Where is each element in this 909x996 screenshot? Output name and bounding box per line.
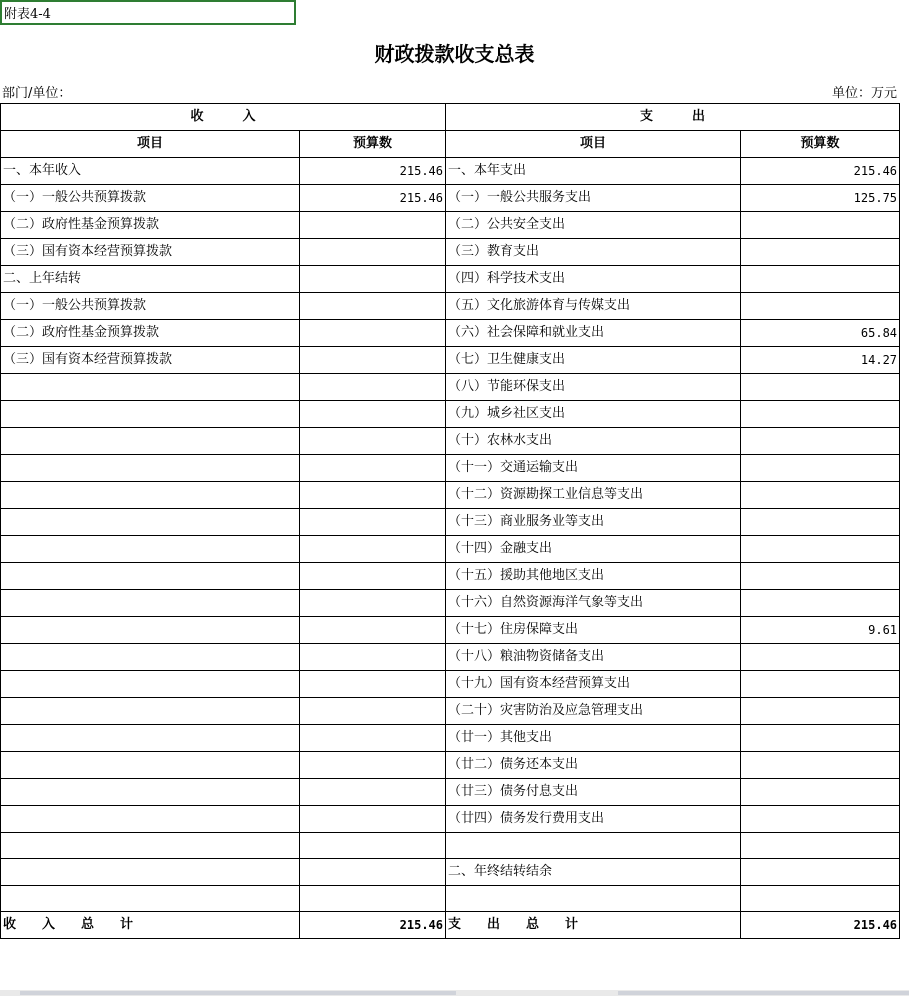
income-amount-cell[interactable]	[300, 779, 446, 806]
expense-item-cell[interactable]: （二十）灾害防治及应急管理支出	[446, 698, 741, 725]
expense-amount-cell[interactable]	[741, 239, 900, 266]
expense-amount-cell[interactable]	[741, 698, 900, 725]
income-amount-cell[interactable]	[300, 212, 446, 239]
expense-item-cell[interactable]	[446, 833, 741, 859]
expense-amount-cell[interactable]	[741, 482, 900, 509]
table-row	[1, 428, 900, 455]
table-row	[1, 455, 900, 482]
income-item-cell[interactable]	[1, 886, 300, 912]
table-row	[1, 374, 900, 401]
expense-item-cell[interactable]: 一、本年支出	[446, 158, 741, 185]
income-amount-cell[interactable]	[300, 698, 446, 725]
table-row	[1, 401, 900, 428]
expense-item-cell[interactable]: （三）教育支出	[446, 239, 741, 266]
expense-amount-cell[interactable]	[741, 725, 900, 752]
income-amount-cell[interactable]	[300, 239, 446, 266]
income-item-cell[interactable]: （二）政府性基金预算拨款	[1, 212, 300, 239]
expense-item-cell[interactable]: （十二）资源勘探工业信息等支出	[446, 482, 741, 509]
expense-amount-cell[interactable]	[741, 509, 900, 536]
expense-item-cell[interactable]: 二、年终结转结余	[446, 859, 741, 886]
table-row	[1, 212, 900, 239]
table-row	[1, 563, 900, 590]
income-item-cell[interactable]	[1, 455, 300, 482]
department-label: 部门/单位：	[2, 86, 72, 101]
expense-amount-cell[interactable]: 14.27	[741, 347, 900, 374]
expense-amount-cell[interactable]	[741, 563, 900, 590]
table-row	[1, 590, 900, 617]
income-amount-cell[interactable]	[300, 536, 446, 563]
table-row	[1, 239, 900, 266]
expense-amount-cell[interactable]: 215.46	[741, 158, 900, 185]
income-amount-cell[interactable]	[300, 455, 446, 482]
table-row	[1, 293, 900, 320]
income-item-cell[interactable]	[1, 671, 300, 698]
unit-label: 单位：万元	[831, 86, 897, 101]
table-row	[1, 482, 900, 509]
expense-amount-cell[interactable]: 125.75	[741, 185, 900, 212]
income-item-cell[interactable]	[1, 752, 300, 779]
income-amount-cell[interactable]	[300, 671, 446, 698]
expense-item-cell[interactable]: （廿四）债务发行费用支出	[446, 806, 741, 833]
income-amount-cell[interactable]	[300, 859, 446, 886]
income-item-cell[interactable]	[1, 779, 300, 806]
expense-amount-cell[interactable]	[741, 752, 900, 779]
expense-item-cell[interactable]: （十）农林水支出	[446, 428, 741, 455]
expense-item-cell[interactable]: （廿三）债务付息支出	[446, 779, 741, 806]
expense-item-cell[interactable]: （四）科学技术支出	[446, 266, 741, 293]
income-amount-cell[interactable]	[300, 806, 446, 833]
expense-item-cell[interactable]: （十八）粮油物资储备支出	[446, 644, 741, 671]
income-item-cell[interactable]	[1, 617, 300, 644]
income-item-cell[interactable]	[1, 374, 300, 401]
expense-item-cell[interactable]: （八）节能环保支出	[446, 374, 741, 401]
expense-item-cell[interactable]: （十六）自然资源海洋气象等支出	[446, 590, 741, 617]
column-header-row	[1, 131, 900, 158]
income-amount-cell[interactable]	[300, 374, 446, 401]
table-row	[1, 509, 900, 536]
selected-cell[interactable]: 附表4-4	[0, 0, 296, 25]
table-row	[1, 347, 900, 374]
income-item-cell[interactable]: （一）一般公共预算拨款	[1, 185, 300, 212]
income-amount-cell[interactable]	[300, 617, 446, 644]
income-item-cell[interactable]	[1, 833, 300, 859]
scrollbar-thumb[interactable]	[20, 991, 456, 995]
expense-amount-cell[interactable]	[741, 590, 900, 617]
expense-amount-cell[interactable]	[741, 293, 900, 320]
expense-amount-cell[interactable]	[741, 671, 900, 698]
income-header[interactable]: 收 入	[1, 104, 446, 131]
expense-amount-cell[interactable]	[741, 779, 900, 806]
scrollbar-thumb[interactable]	[618, 991, 909, 995]
income-amount-cell[interactable]	[300, 886, 446, 912]
expense-header[interactable]: 支 出	[446, 104, 900, 131]
expense-amount-cell[interactable]	[741, 536, 900, 563]
income-item-header[interactable]: 项目	[1, 131, 300, 158]
income-item-cell[interactable]	[1, 428, 300, 455]
income-amount-cell[interactable]	[300, 347, 446, 374]
table-row	[1, 752, 900, 779]
page-title: 财政拨款收支总表	[374, 42, 535, 66]
expense-amount-cell[interactable]	[741, 266, 900, 293]
income-item-cell[interactable]	[1, 859, 300, 886]
expense-item-cell[interactable]: （十三）商业服务业等支出	[446, 509, 741, 536]
expense-amount-cell[interactable]	[741, 374, 900, 401]
budget-table	[0, 103, 900, 939]
income-amount-cell[interactable]	[300, 428, 446, 455]
table-row	[1, 185, 900, 212]
expense-amount-cell[interactable]	[741, 401, 900, 428]
income-item-cell[interactable]	[1, 806, 300, 833]
income-item-cell[interactable]	[1, 509, 300, 536]
table-row	[1, 536, 900, 563]
table-row	[1, 725, 900, 752]
income-item-cell[interactable]	[1, 536, 300, 563]
income-amount-cell[interactable]: 215.46	[300, 158, 446, 185]
expense-item-cell[interactable]: （廿一）其他支出	[446, 725, 741, 752]
income-item-cell[interactable]	[1, 644, 300, 671]
table-row	[1, 644, 900, 671]
table-row	[1, 886, 900, 912]
expense-amount-cell[interactable]	[741, 644, 900, 671]
income-item-cell[interactable]	[1, 563, 300, 590]
expense-item-cell[interactable]: （五）文化旅游体育与传媒支出	[446, 293, 741, 320]
income-amount-cell[interactable]	[300, 563, 446, 590]
table-row	[1, 779, 900, 806]
income-item-cell[interactable]: （三）国有资本经营预算拨款	[1, 239, 300, 266]
expense-item-cell[interactable]: （七）卫生健康支出	[446, 347, 741, 374]
expense-amount-cell[interactable]	[741, 859, 900, 886]
section-header-row	[1, 104, 900, 131]
income-amount-cell[interactable]	[300, 509, 446, 536]
income-amount-cell[interactable]	[300, 725, 446, 752]
horizontal-scrollbar[interactable]	[0, 990, 909, 996]
income-amount-cell[interactable]	[300, 590, 446, 617]
expense-item-cell[interactable]: （十一）交通运输支出	[446, 455, 741, 482]
table-row	[1, 671, 900, 698]
income-amount-cell[interactable]: 215.46	[300, 185, 446, 212]
income-amount-cell[interactable]	[300, 320, 446, 347]
table-row	[1, 859, 900, 886]
income-item-cell[interactable]	[1, 401, 300, 428]
expense-item-cell[interactable]: （六）社会保障和就业支出	[446, 320, 741, 347]
income-item-cell[interactable]	[1, 725, 300, 752]
expense-amount-cell[interactable]	[741, 212, 900, 239]
expense-amount-cell[interactable]: 65.84	[741, 320, 900, 347]
expense-amount-cell[interactable]: 9.61	[741, 617, 900, 644]
expense-item-header[interactable]: 项目	[446, 131, 741, 158]
expense-amount-cell[interactable]	[741, 455, 900, 482]
income-item-cell[interactable]	[1, 590, 300, 617]
income-total-label[interactable]: 收 入 总 计	[1, 912, 300, 939]
expense-amount-cell[interactable]	[741, 806, 900, 833]
table-row	[1, 266, 900, 293]
income-item-cell[interactable]	[1, 698, 300, 725]
income-total-amount[interactable]: 215.46	[300, 912, 446, 939]
income-amount-cell[interactable]	[300, 401, 446, 428]
expense-item-cell[interactable]: （十四）金融支出	[446, 536, 741, 563]
table-row	[1, 698, 900, 725]
income-item-cell[interactable]: （三）国有资本经营预算拨款	[1, 347, 300, 374]
table-row	[1, 806, 900, 833]
table-row	[1, 833, 900, 859]
income-item-cell[interactable]: 二、上年结转	[1, 266, 300, 293]
total-row	[1, 912, 900, 939]
income-item-cell[interactable]: （二）政府性基金预算拨款	[1, 320, 300, 347]
expense-amount-cell[interactable]	[741, 833, 900, 859]
income-amount-cell[interactable]	[300, 293, 446, 320]
expense-item-cell[interactable]: （九）城乡社区支出	[446, 401, 741, 428]
income-budget-header[interactable]: 预算数	[300, 131, 446, 158]
expense-item-cell[interactable]: （一）一般公共服务支出	[446, 185, 741, 212]
table-row	[1, 320, 900, 347]
expense-item-cell[interactable]	[446, 886, 741, 912]
table-row	[1, 158, 900, 185]
expense-amount-cell[interactable]	[741, 886, 900, 912]
income-amount-cell[interactable]	[300, 752, 446, 779]
expense-budget-header[interactable]: 预算数	[741, 131, 900, 158]
income-amount-cell[interactable]	[300, 644, 446, 671]
expense-item-cell[interactable]: （十七）住房保障支出	[446, 617, 741, 644]
income-amount-cell[interactable]	[300, 833, 446, 859]
expense-item-cell[interactable]: （廿二）债务还本支出	[446, 752, 741, 779]
expense-item-cell[interactable]: （十九）国有资本经营预算支出	[446, 671, 741, 698]
income-item-cell[interactable]: （一）一般公共预算拨款	[1, 293, 300, 320]
income-item-cell[interactable]: 一、本年收入	[1, 158, 300, 185]
expense-item-cell[interactable]: （十五）援助其他地区支出	[446, 563, 741, 590]
income-amount-cell[interactable]	[300, 266, 446, 293]
expense-total-amount[interactable]: 215.46	[741, 912, 900, 939]
income-item-cell[interactable]	[1, 482, 300, 509]
table-row	[1, 617, 900, 644]
expense-item-cell[interactable]: （二）公共安全支出	[446, 212, 741, 239]
income-amount-cell[interactable]	[300, 482, 446, 509]
expense-amount-cell[interactable]	[741, 428, 900, 455]
expense-total-label[interactable]: 支 出 总 计	[446, 912, 741, 939]
